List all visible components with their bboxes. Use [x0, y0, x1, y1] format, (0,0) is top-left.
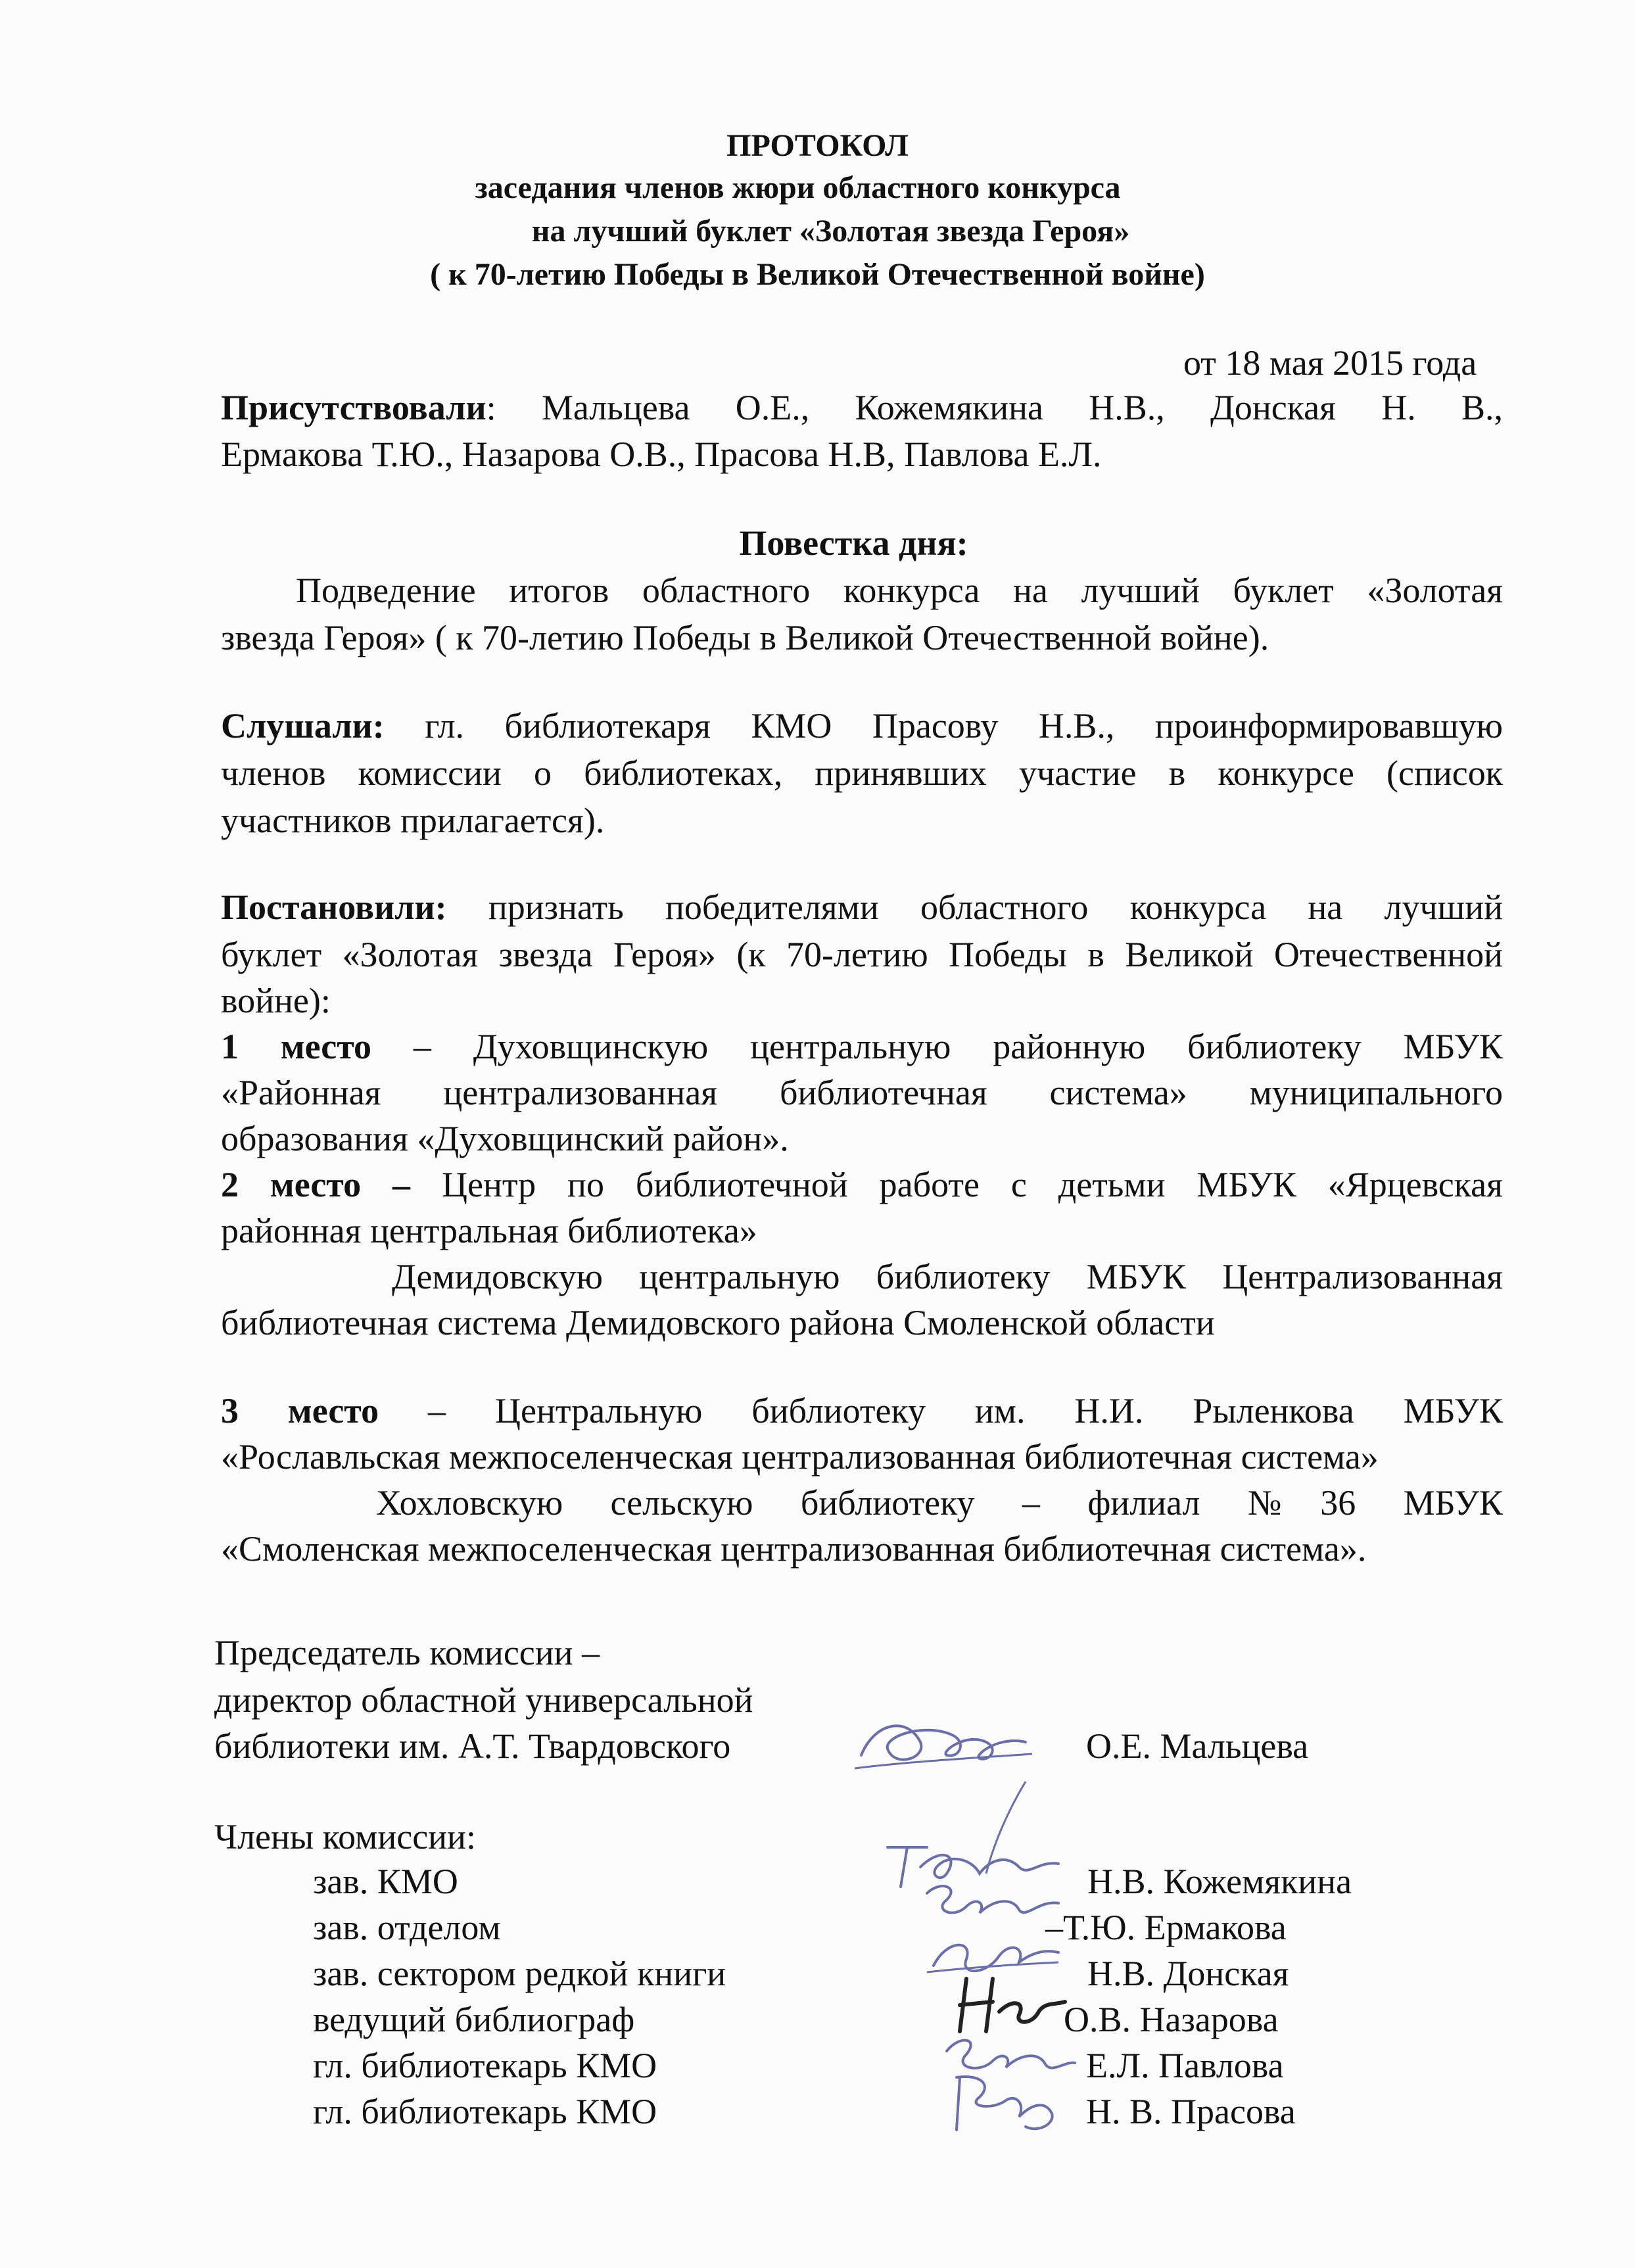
third-place-line-3: Хохловскую сельскую библиотеку – филиал №36 МБУК	[376, 1483, 1503, 1523]
heard-line-3: участников прилагается).	[221, 801, 605, 840]
decided-line-3: войне):	[221, 981, 331, 1020]
first-place-line-3: образования «Духовщинский район».	[221, 1119, 789, 1158]
document-title: ПРОТОКОЛ	[726, 128, 909, 163]
member-position: ведущий библиограф	[313, 2000, 635, 2039]
third-place-label: 3 место	[221, 1391, 379, 1430]
title-subline-1: заседания членов жюри областного конкурса	[475, 170, 1121, 205]
document-date: от 18 мая 2015 года	[1183, 343, 1477, 383]
member-signature-prasova	[940, 2064, 1072, 2143]
third-place-line-4: «Смоленская межпоселенческая централизованная библиотечная система».	[221, 1529, 1367, 1569]
member-position: гл. библиотекарь КМО	[313, 2046, 657, 2085]
third-place-line-1: 3 место – Центральную библиотеку им. Н.И. Рыленкова МБУК	[221, 1391, 1503, 1430]
member-position: гл. библиотекарь КМО	[313, 2092, 657, 2131]
agenda-line-1: Подведение итогов областного конкурса на лучший буклет «Золотая	[296, 571, 1503, 610]
first-place-line-2: «Районная централизованная библиотечная система» муниципального	[221, 1073, 1503, 1112]
chair-name: О.Е. Мальцева	[1086, 1726, 1309, 1766]
decided-line-2: буклет «Золотая звезда Героя» (к 70-летию Победы в Великой Отечественной	[221, 935, 1503, 974]
chair-title-line-3: библиотеки им. А.Т. Твардовского	[214, 1726, 731, 1766]
member-position: зав. отделом	[313, 1908, 501, 1947]
chair-title-line-2: директор областной универсальной	[214, 1680, 753, 1720]
attendance-line-1: Присутствовали: Мальцева О.Е., Кожемякина Н.В., Донская Н. В.,	[221, 388, 1503, 427]
decided-line-1: Постановили: признать победителями областного конкурса на лучший	[221, 887, 1503, 927]
chair-signature	[848, 1696, 1045, 1788]
decided-label: Постановили:	[221, 887, 447, 927]
heard-line-2: членов комиссии о библиотеках, принявших участие в конкурсе (список	[221, 753, 1503, 793]
member-position: зав. сектором редкой книги	[313, 1954, 726, 1993]
attendance-label: Присутствовали	[221, 388, 486, 427]
member-name: Н.В. Донская	[1087, 1954, 1289, 1993]
heard-line-1: Слушали: гл. библиотекаря КМО Прасову Н.В., проинформировавшую	[221, 706, 1503, 745]
second-place-line-4: библиотечная система Демидовского района Смоленской области	[221, 1303, 1215, 1342]
member-name: –Т.Ю. Ермакова	[1045, 1908, 1287, 1947]
member-name: Е.Л. Павлова	[1086, 2046, 1284, 2085]
second-place-label: 2 место –	[221, 1165, 411, 1204]
agenda-line-2: звезда Героя» ( к 70-летию Победы в Великой Отечественной войне).	[221, 618, 1269, 657]
third-place-line-2: «Рославльская межпоселенческая централизованная библиотечная система»	[221, 1437, 1379, 1477]
first-place-line-1: 1 место – Духовщинскую центральную районную библиотеку МБУК	[221, 1027, 1503, 1066]
first-place-label: 1 место	[221, 1027, 372, 1066]
title-subline-3: ( к 70-летию Победы в Великой Отечественной войне)	[430, 257, 1205, 292]
members-heading: Члены комиссии:	[214, 1817, 476, 1856]
second-place-line-1: 2 место – Центр по библиотечной работе с детьми МБУК «Ярцевская	[221, 1165, 1503, 1204]
title-subline-2: на лучший буклет «Золотая звезда Героя»	[531, 214, 1130, 248]
attendance-line-2: Ермакова Т.Ю., Назарова О.В., Прасова Н.В, Павлова Е.Л.	[221, 435, 1102, 474]
member-position: зав. КМО	[313, 1862, 458, 1901]
chair-title-line-1: Председатель комиссии –	[214, 1633, 600, 1672]
second-place-line-2: районная центральная библиотека»	[221, 1211, 757, 1250]
member-name: О.В. Назарова	[1064, 2000, 1279, 2039]
agenda-heading: Повестка дня:	[739, 523, 968, 563]
member-name: Н.В. Кожемякина	[1087, 1862, 1352, 1901]
second-place-line-3: Демидовскую центральную библиотеку МБУК Централизованная	[392, 1257, 1503, 1296]
member-name: Н. В. Прасова	[1086, 2092, 1296, 2131]
heard-label: Слушали:	[221, 706, 385, 745]
